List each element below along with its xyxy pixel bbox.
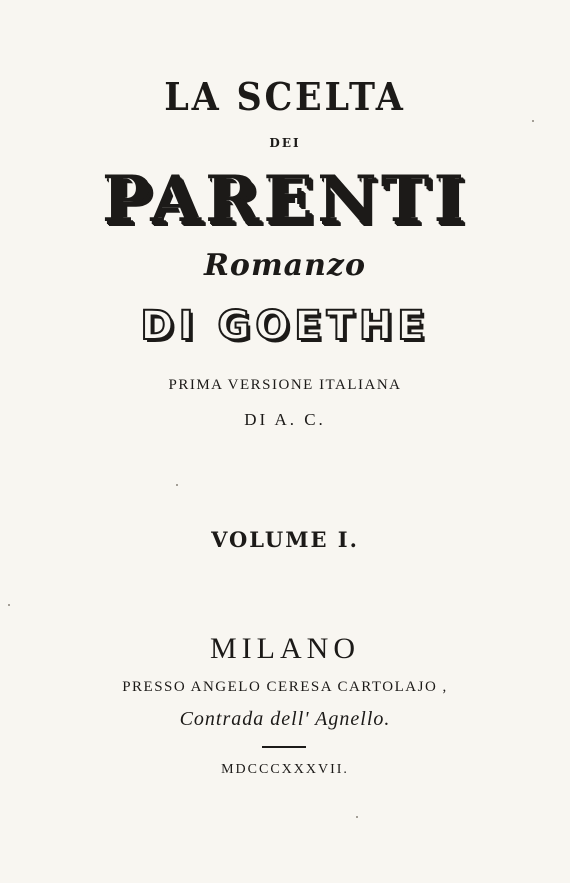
title-parenti: PARENTI xyxy=(101,162,469,237)
paper-speck xyxy=(532,120,534,122)
edition-note: PRIMA VERSIONE ITALIANA xyxy=(168,377,402,393)
imprint-street: Contrada dell' Agnello. xyxy=(179,708,391,730)
title-la-scelta: LA SCELTA xyxy=(164,74,406,119)
volume-number: VOLUME I. xyxy=(211,527,359,552)
imprint-city: MILANO xyxy=(210,632,360,665)
translator-credit: DI A. C. xyxy=(244,410,326,429)
imprint-publisher: PRESSO ANGELO CERESA CARTOLAJO , xyxy=(122,679,448,695)
paper-speck xyxy=(8,604,10,606)
imprint-year: MDCCCXXXVII. xyxy=(221,762,349,777)
paper-speck xyxy=(356,816,358,818)
genre-romanzo: Romanzo xyxy=(204,248,366,283)
title-dei: DEI xyxy=(269,136,301,150)
separator-rule xyxy=(262,746,306,748)
paper-speck xyxy=(176,484,178,486)
author-goethe: DI GOETHE xyxy=(140,303,430,349)
